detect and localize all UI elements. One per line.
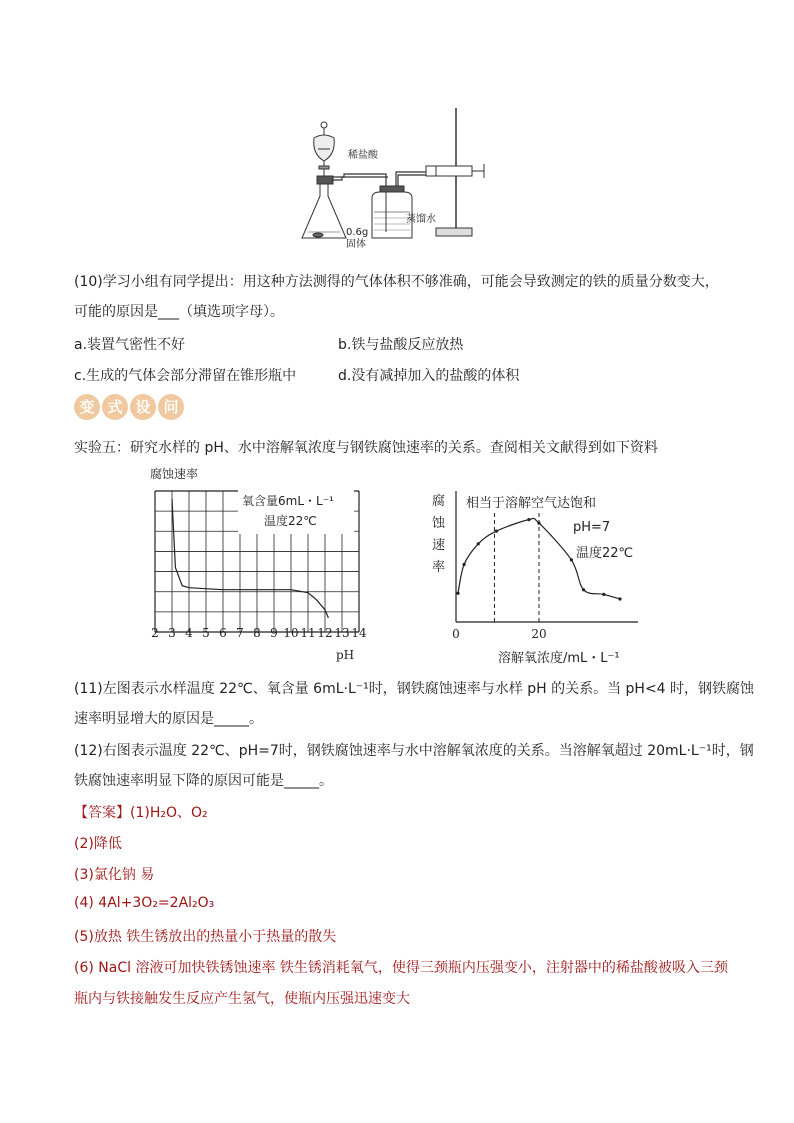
separatory-funnel [314,122,335,176]
q10-option-b: b.铁与盐酸反应放热 [338,337,464,353]
chart2-data-point [582,588,585,591]
answer-4: (4) 4Al+3O₂=2Al₂O₃ [74,895,215,911]
apparatus-diagram [296,104,496,254]
chart1-tick-label: 13 [334,626,350,640]
q11-line1: (11)左图表示水样温度 22℃、氧含量 6mL·L⁻¹时，钢铁腐蚀速率与水样 pH 的关系。当 pH<4 时，钢铁腐蚀 [74,681,755,697]
label-solid: 固体 [346,239,366,250]
variant-question-badge [74,394,184,420]
q10-option-a: a.装置气密性不好 [74,337,186,353]
badge-char: 变 [74,394,100,420]
chart2-tick-20: 20 [531,627,547,641]
answer-2: (2)降低 [74,836,122,852]
conical-flask [302,176,346,238]
q10-line2: 可能的原因是___（填选项字母）。 [74,304,284,320]
chart1-tick-label: 9 [270,626,278,640]
chart-corrosion-vs-ph [140,462,380,664]
chart2-annotation-temp: 温度22℃ [576,546,634,561]
gas-bottle [372,186,412,238]
chart2-annotation-saturation: 相当于溶解空气达饱和 [466,496,597,511]
syringe [426,164,484,178]
chart2-data-point [537,522,540,525]
chart1-tick-label: 8 [253,626,261,640]
answer-5: (5)放热 铁生锈放出的热量小于热量的散失 [74,929,337,945]
connecting-tubes [332,172,426,192]
chart-corrosion-vs-oxygen [428,485,648,670]
chart2-data-point [527,518,530,521]
label-water: 蒸馏水 [406,214,436,225]
chart1-tick-label: 5 [202,626,210,640]
chart1-tick-label: 10 [283,626,299,640]
chart1-tick-label: 11 [300,626,316,640]
answer-6-line2: 瓶内与铁接触发生反应产生氢气，使瓶内压强迅速变大 [74,991,410,1007]
chart1-annotation-oxygen: 氧含量6mL・L⁻¹ [242,494,334,508]
experiment-five-intro: 实验五：研究水样的 pH、水中溶解氧浓度与钢铁腐蚀速率的关系。查阅相关文献得到如下资料 [74,440,658,456]
label-acid: 稀盐酸 [348,150,378,161]
answer-3: (3)氯化钠 易 [74,867,155,883]
chart2-data-point [462,563,465,566]
q12-line2: 铁腐蚀速率明显下降的原因可能是_____。 [74,773,333,789]
chart2-tick-0: 0 [452,627,460,641]
chart2-xlabel: 溶解氧浓度/mL・L⁻¹ [498,651,620,666]
chart2-ylabel-1: 腐 [432,494,446,509]
chart2-data-point [618,597,621,600]
label-solid-mass: 0.6g [346,227,369,238]
badge-char: 设 [130,394,156,420]
chart1-tick-label: 14 [351,626,367,640]
chart2-ylabel-4: 率 [432,560,446,575]
chart2-data-point [570,558,573,561]
chart1-tick-label: 3 [168,626,176,640]
q10-line1: (10)学习小组有同学提出：用这种方法测得的气体体积不够准确，可能会导致测定的铁的质量分数变大， [74,274,719,290]
chart1-x-ticks [151,626,367,640]
chart2-data-point [477,542,480,545]
chart2-data-point [602,593,605,596]
badge-char: 问 [158,394,184,420]
answer-1: 【答案】(1)H₂O、O₂ [74,805,208,821]
answer-6-line1: (6) NaCl 溶液可加快铁锈蚀速率 铁生锈消耗氧气，使得三颈瓶内压强变小，注射器中的稀盐酸被吸入三颈 [74,960,728,976]
chart1-tick-label: 4 [185,626,193,640]
chart2-data-point [456,592,459,595]
chart2-ylabel-2: 蚀 [432,516,446,531]
chart2-ylabel-3: 速 [432,538,446,553]
chart1-annotation-temp: 温度22℃ [264,514,317,528]
q11-line2: 速率明显增大的原因是_____。 [74,711,263,727]
chart1-tick-label: 12 [317,626,333,640]
q12-line1: (12)右图表示温度 22℃、pH=7时，钢铁腐蚀速率与水中溶解氧浓度的关系。当溶解氧超过 20mL·L⁻¹时，钢 [74,743,754,759]
chart1-tick-label: 2 [151,626,159,640]
chart1-tick-label: 7 [236,626,244,640]
q10-option-d: d.没有减掉加入的盐酸的体积 [338,368,520,384]
q10-option-c: c.生成的气体会部分滞留在锥形瓶中 [74,368,297,384]
chart1-tick-label: 6 [219,626,227,640]
chart1-ylabel: 腐蚀速率 [150,467,199,481]
chart2-data-point [495,530,498,533]
chart1-xlabel: pH [336,648,355,662]
chart2-annotation-ph: pH=7 [573,520,611,535]
badge-char: 式 [102,394,128,420]
